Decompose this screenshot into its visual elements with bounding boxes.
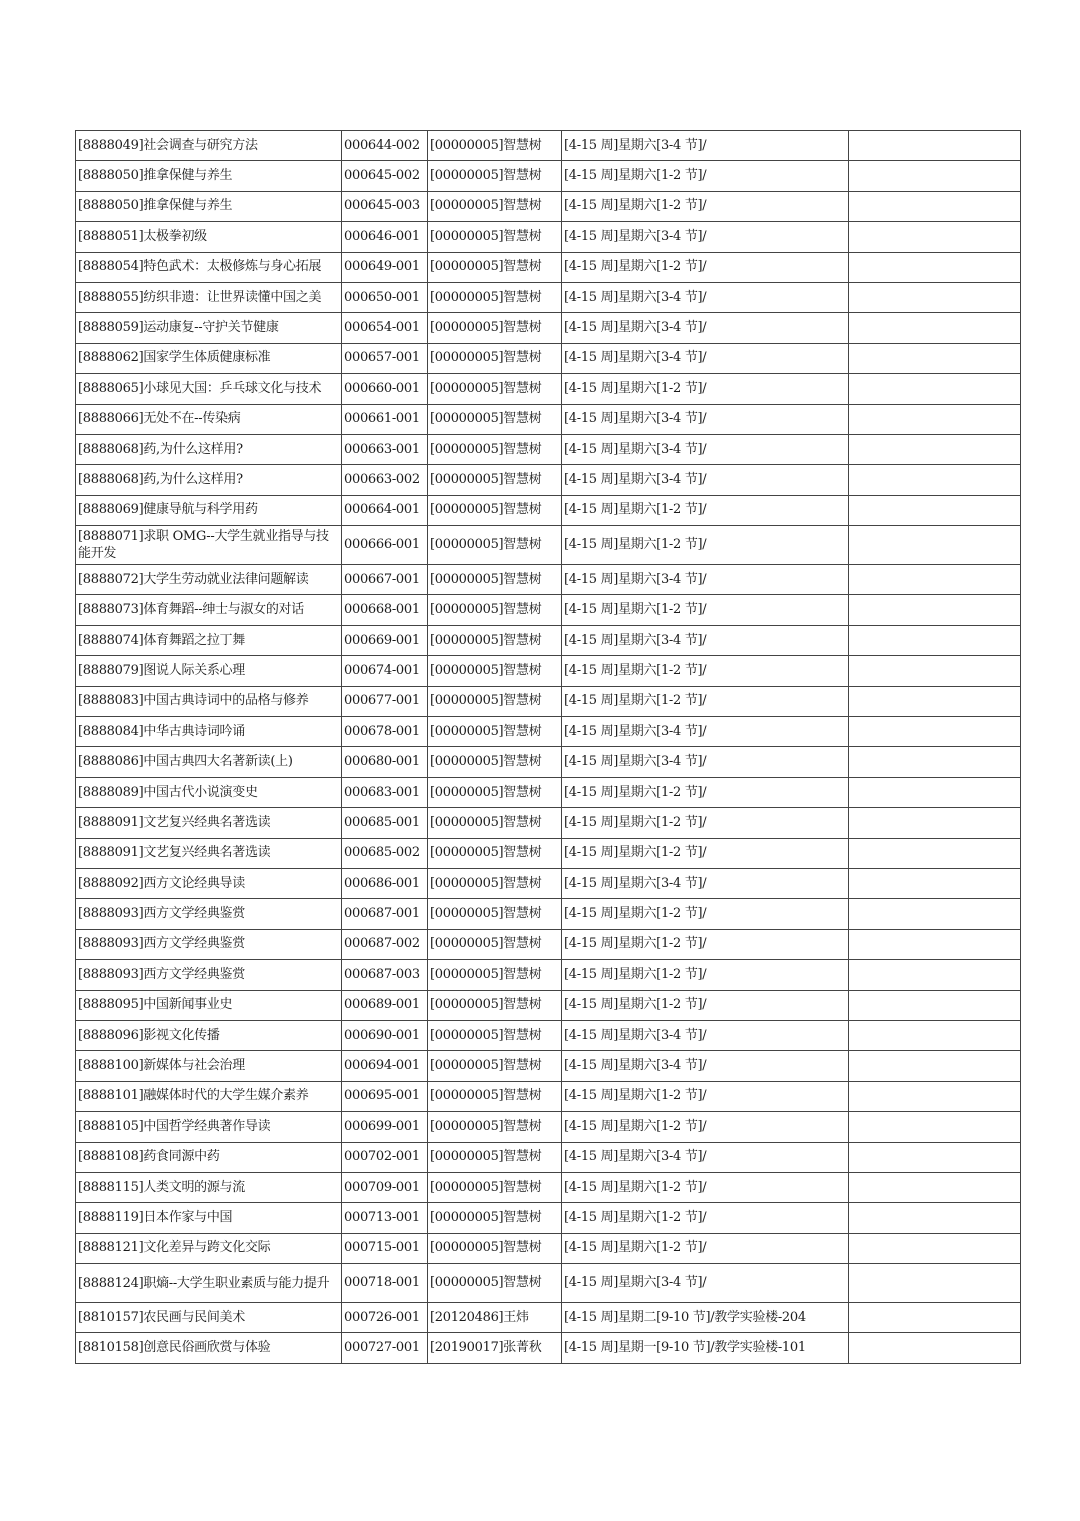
schedule-time-cell: [4-15 周]星期六[1-2 节]/ <box>562 495 849 525</box>
course-name-cell: [8888095]中国新闻事业史 <box>76 990 342 1020</box>
course-name-cell: [8888066]无处不在--传染病 <box>76 404 342 434</box>
table-row <box>76 131 1021 161</box>
course-name-cell: [8888124]职熵--大学生职业素质与能力提升 <box>76 1264 342 1303</box>
table-row <box>76 1112 1021 1142</box>
remark-cell <box>849 565 1021 595</box>
remark-cell <box>849 1264 1021 1303</box>
table-row <box>76 465 1021 495</box>
class-code-cell: 000694-001 <box>342 1051 428 1081</box>
course-name-cell: [8888054]特色武术：太极修炼与身心拓展 <box>76 252 342 282</box>
schedule-time-cell: [4-15 周]星期六[3-4 节]/ <box>562 343 849 373</box>
schedule-time-cell: [4-15 周]星期六[1-2 节]/ <box>562 191 849 221</box>
course-name-cell: [8888050]推拿保健与养生 <box>76 191 342 221</box>
schedule-time-cell: [4-15 周]星期六[1-2 节]/ <box>562 929 849 959</box>
table-row <box>76 161 1021 191</box>
table-row <box>76 313 1021 343</box>
course-name-cell: [8888093]西方文学经典鉴赏 <box>76 960 342 990</box>
class-code-cell: 000727-001 <box>342 1333 428 1363</box>
teacher-cell: [00000005]智慧树 <box>428 191 562 221</box>
teacher-cell: [00000005]智慧树 <box>428 929 562 959</box>
remark-cell <box>849 960 1021 990</box>
teacher-cell: [00000005]智慧树 <box>428 1112 562 1142</box>
teacher-cell: [20190017]张菁秋 <box>428 1333 562 1363</box>
schedule-time-cell: [4-15 周]星期六[3-4 节]/ <box>562 404 849 434</box>
remark-cell <box>849 374 1021 404</box>
schedule-time-cell: [4-15 周]星期六[1-2 节]/ <box>562 990 849 1020</box>
course-name-cell: [8888121]文化差异与跨文化交际 <box>76 1233 342 1263</box>
table-row <box>76 1172 1021 1202</box>
course-name-cell: [8888073]体育舞蹈--绅士与淑女的对话 <box>76 595 342 625</box>
table-row <box>76 625 1021 655</box>
teacher-cell: [00000005]智慧树 <box>428 222 562 252</box>
remark-cell <box>849 777 1021 807</box>
table-row <box>76 1081 1021 1111</box>
schedule-time-cell: [4-15 周]星期六[1-2 节]/ <box>562 252 849 282</box>
remark-cell <box>849 1112 1021 1142</box>
class-code-cell: 000654-001 <box>342 313 428 343</box>
table-row <box>76 222 1021 252</box>
remark-cell <box>849 1172 1021 1202</box>
class-code-cell: 000644-002 <box>342 131 428 161</box>
schedule-time-cell: [4-15 周]星期六[3-4 节]/ <box>562 1264 849 1303</box>
class-code-cell: 000661-001 <box>342 404 428 434</box>
class-code-cell: 000689-001 <box>342 990 428 1020</box>
class-code-cell: 000699-001 <box>342 1112 428 1142</box>
schedule-time-cell: [4-15 周]星期六[1-2 节]/ <box>562 686 849 716</box>
class-code-cell: 000715-001 <box>342 1233 428 1263</box>
table-row <box>76 899 1021 929</box>
remark-cell <box>849 808 1021 838</box>
schedule-time-cell: [4-15 周]星期六[1-2 节]/ <box>562 808 849 838</box>
course-name-cell: [8888069]健康导航与科学用药 <box>76 495 342 525</box>
remark-cell <box>849 1233 1021 1263</box>
teacher-cell: [00000005]智慧树 <box>428 777 562 807</box>
remark-cell <box>849 161 1021 191</box>
class-code-cell: 000649-001 <box>342 252 428 282</box>
remark-cell <box>849 990 1021 1020</box>
teacher-cell: [00000005]智慧树 <box>428 1203 562 1233</box>
teacher-cell: [00000005]智慧树 <box>428 1172 562 1202</box>
class-code-cell: 000667-001 <box>342 565 428 595</box>
course-name-cell: [8888059]运动康复--守护关节健康 <box>76 313 342 343</box>
class-code-cell: 000663-002 <box>342 465 428 495</box>
course-name-cell: [8888074]体育舞蹈之拉丁舞 <box>76 625 342 655</box>
remark-cell <box>849 282 1021 312</box>
course-name-cell: [8888089]中国古代小说演变史 <box>76 777 342 807</box>
remark-cell <box>849 495 1021 525</box>
table-row <box>76 1264 1021 1303</box>
class-code-cell: 000678-001 <box>342 717 428 747</box>
class-code-cell: 000645-002 <box>342 161 428 191</box>
teacher-cell: [00000005]智慧树 <box>428 1051 562 1081</box>
remark-cell <box>849 191 1021 221</box>
remark-cell <box>849 1142 1021 1172</box>
class-code-cell: 000709-001 <box>342 1172 428 1202</box>
teacher-cell: [00000005]智慧树 <box>428 1142 562 1172</box>
teacher-cell: [00000005]智慧树 <box>428 252 562 282</box>
class-code-cell: 000657-001 <box>342 343 428 373</box>
teacher-cell: [00000005]智慧树 <box>428 1020 562 1050</box>
course-name-cell: [8888055]纺织非遗：让世界读懂中国之美 <box>76 282 342 312</box>
class-code-cell: 000687-003 <box>342 960 428 990</box>
schedule-time-cell: [4-15 周]星期六[1-2 节]/ <box>562 595 849 625</box>
class-code-cell: 000713-001 <box>342 1203 428 1233</box>
teacher-cell: [00000005]智慧树 <box>428 595 562 625</box>
course-name-cell: [8810157]农民画与民间美术 <box>76 1303 342 1333</box>
schedule-time-cell: [4-15 周]星期六[3-4 节]/ <box>562 313 849 343</box>
class-code-cell: 000683-001 <box>342 777 428 807</box>
teacher-cell: [00000005]智慧树 <box>428 1264 562 1303</box>
table-row <box>76 1333 1021 1363</box>
class-code-cell: 000669-001 <box>342 625 428 655</box>
remark-cell <box>849 131 1021 161</box>
schedule-time-cell: [4-15 周]星期六[1-2 节]/ <box>562 899 849 929</box>
schedule-time-cell: [4-15 周]星期六[3-4 节]/ <box>562 717 849 747</box>
course-name-cell: [8888083]中国古典诗词中的品格与修养 <box>76 686 342 716</box>
course-name-cell: [8888050]推拿保健与养生 <box>76 161 342 191</box>
class-code-cell: 000645-003 <box>342 191 428 221</box>
course-name-cell: [8888096]影视文化传播 <box>76 1020 342 1050</box>
course-name-cell: [8888049]社会调查与研究方法 <box>76 131 342 161</box>
teacher-cell: [00000005]智慧树 <box>428 343 562 373</box>
remark-cell <box>849 526 1021 565</box>
schedule-time-cell: [4-15 周]星期六[1-2 节]/ <box>562 838 849 868</box>
teacher-cell: [00000005]智慧树 <box>428 838 562 868</box>
class-code-cell: 000646-001 <box>342 222 428 252</box>
course-name-cell: [8888105]中国哲学经典著作导读 <box>76 1112 342 1142</box>
table-row <box>76 495 1021 525</box>
teacher-cell: [00000005]智慧树 <box>428 282 562 312</box>
remark-cell <box>849 1081 1021 1111</box>
teacher-cell: [00000005]智慧树 <box>428 686 562 716</box>
teacher-cell: [00000005]智慧树 <box>428 495 562 525</box>
class-code-cell: 000664-001 <box>342 495 428 525</box>
course-name-cell: [8888068]药,为什么这样用? <box>76 465 342 495</box>
schedule-time-cell: [4-15 周]星期六[1-2 节]/ <box>562 960 849 990</box>
schedule-time-cell: [4-15 周]星期六[1-2 节]/ <box>562 374 849 404</box>
teacher-cell: [00000005]智慧树 <box>428 434 562 464</box>
schedule-time-cell: [4-15 周]星期六[1-2 节]/ <box>562 1081 849 1111</box>
course-name-cell: [8888091]文艺复兴经典名著选读 <box>76 838 342 868</box>
schedule-time-cell: [4-15 周]星期六[3-4 节]/ <box>562 1020 849 1050</box>
schedule-time-cell: [4-15 周]星期六[3-4 节]/ <box>562 1142 849 1172</box>
remark-cell <box>849 343 1021 373</box>
table-row <box>76 191 1021 221</box>
teacher-cell: [00000005]智慧树 <box>428 899 562 929</box>
course-name-cell: [8888072]大学生劳动就业法律问题解读 <box>76 565 342 595</box>
teacher-cell: [00000005]智慧树 <box>428 526 562 565</box>
table-row <box>76 1233 1021 1263</box>
course-name-cell: [8888093]西方文学经典鉴赏 <box>76 929 342 959</box>
remark-cell <box>849 929 1021 959</box>
course-name-cell: [8888071]求职 OMG--大学生就业指导与技能开发 <box>76 526 342 565</box>
class-code-cell: 000685-001 <box>342 808 428 838</box>
table-row <box>76 686 1021 716</box>
table-row <box>76 960 1021 990</box>
course-name-cell: [8810158]创意民俗画欣赏与体验 <box>76 1333 342 1363</box>
schedule-time-cell: [4-15 周]星期六[1-2 节]/ <box>562 1233 849 1263</box>
table-row <box>76 747 1021 777</box>
schedule-time-cell: [4-15 周]星期二[9-10 节]/教学实验楼-204 <box>562 1303 849 1333</box>
teacher-cell: [00000005]智慧树 <box>428 313 562 343</box>
course-name-cell: [8888086]中国古典四大名著新读(上) <box>76 747 342 777</box>
remark-cell <box>849 868 1021 898</box>
table-row <box>76 252 1021 282</box>
schedule-time-cell: [4-15 周]星期六[3-4 节]/ <box>562 565 849 595</box>
class-code-cell: 000686-001 <box>342 868 428 898</box>
teacher-cell: [00000005]智慧树 <box>428 1233 562 1263</box>
remark-cell <box>849 1203 1021 1233</box>
remark-cell <box>849 717 1021 747</box>
class-code-cell: 000674-001 <box>342 656 428 686</box>
schedule-time-cell: [4-15 周]星期六[1-2 节]/ <box>562 1172 849 1202</box>
class-code-cell: 000687-002 <box>342 929 428 959</box>
table-row <box>76 1051 1021 1081</box>
class-code-cell: 000695-001 <box>342 1081 428 1111</box>
table-row <box>76 1203 1021 1233</box>
remark-cell <box>849 899 1021 929</box>
table-row <box>76 777 1021 807</box>
table-row <box>76 717 1021 747</box>
remark-cell <box>849 656 1021 686</box>
schedule-time-cell: [4-15 周]星期六[3-4 节]/ <box>562 747 849 777</box>
course-name-cell: [8888119]日本作家与中国 <box>76 1203 342 1233</box>
schedule-time-cell: [4-15 周]星期六[3-4 节]/ <box>562 625 849 655</box>
teacher-cell: [00000005]智慧树 <box>428 565 562 595</box>
table-row <box>76 565 1021 595</box>
teacher-cell: [00000005]智慧树 <box>428 374 562 404</box>
table-row <box>76 526 1021 565</box>
teacher-cell: [00000005]智慧树 <box>428 717 562 747</box>
class-code-cell: 000660-001 <box>342 374 428 404</box>
table-row <box>76 434 1021 464</box>
remark-cell <box>849 404 1021 434</box>
teacher-cell: [00000005]智慧树 <box>428 990 562 1020</box>
schedule-time-cell: [4-15 周]星期六[3-4 节]/ <box>562 434 849 464</box>
class-code-cell: 000687-001 <box>342 899 428 929</box>
course-name-cell: [8888100]新媒体与社会治理 <box>76 1051 342 1081</box>
teacher-cell: [00000005]智慧树 <box>428 404 562 434</box>
table-row <box>76 1303 1021 1333</box>
remark-cell <box>849 1303 1021 1333</box>
table-row <box>76 404 1021 434</box>
table-row <box>76 374 1021 404</box>
class-code-cell: 000702-001 <box>342 1142 428 1172</box>
course-name-cell: [8888084]中华古典诗词吟诵 <box>76 717 342 747</box>
schedule-time-cell: [4-15 周]星期六[1-2 节]/ <box>562 1112 849 1142</box>
table-row <box>76 808 1021 838</box>
table-row <box>76 1142 1021 1172</box>
class-code-cell: 000650-001 <box>342 282 428 312</box>
class-code-cell: 000726-001 <box>342 1303 428 1333</box>
course-name-cell: [8888065]小球见大国：乒乓球文化与技术 <box>76 374 342 404</box>
teacher-cell: [00000005]智慧树 <box>428 747 562 777</box>
teacher-cell: [00000005]智慧树 <box>428 131 562 161</box>
class-code-cell: 000685-002 <box>342 838 428 868</box>
table-row <box>76 838 1021 868</box>
remark-cell <box>849 595 1021 625</box>
class-code-cell: 000668-001 <box>342 595 428 625</box>
schedule-time-cell: [4-15 周]星期六[3-4 节]/ <box>562 282 849 312</box>
course-name-cell: [8888101]融媒体时代的大学生媒介素养 <box>76 1081 342 1111</box>
remark-cell <box>849 465 1021 495</box>
table-row <box>76 282 1021 312</box>
schedule-time-cell: [4-15 周]星期六[1-2 节]/ <box>562 1203 849 1233</box>
table-row <box>76 990 1021 1020</box>
teacher-cell: [00000005]智慧树 <box>428 868 562 898</box>
remark-cell <box>849 625 1021 655</box>
class-code-cell: 000680-001 <box>342 747 428 777</box>
schedule-body <box>76 131 1021 1364</box>
schedule-time-cell: [4-15 周]星期六[3-4 节]/ <box>562 868 849 898</box>
class-code-cell: 000690-001 <box>342 1020 428 1050</box>
course-name-cell: [8888108]药食同源中药 <box>76 1142 342 1172</box>
teacher-cell: [00000005]智慧树 <box>428 161 562 191</box>
schedule-time-cell: [4-15 周]星期一[9-10 节]/教学实验楼-101 <box>562 1333 849 1363</box>
course-name-cell: [8888051]太极拳初级 <box>76 222 342 252</box>
schedule-time-cell: [4-15 周]星期六[1-2 节]/ <box>562 161 849 191</box>
class-code-cell: 000718-001 <box>342 1264 428 1303</box>
course-name-cell: [8888115]人类文明的源与流 <box>76 1172 342 1202</box>
class-code-cell: 000666-001 <box>342 526 428 565</box>
course-name-cell: [8888068]药,为什么这样用? <box>76 434 342 464</box>
remark-cell <box>849 838 1021 868</box>
table-row <box>76 595 1021 625</box>
remark-cell <box>849 434 1021 464</box>
course-name-cell: [8888091]文艺复兴经典名著选读 <box>76 808 342 838</box>
class-code-cell: 000677-001 <box>342 686 428 716</box>
course-name-cell: [8888079]图说人际关系心理 <box>76 656 342 686</box>
teacher-cell: [00000005]智慧树 <box>428 625 562 655</box>
course-name-cell: [8888093]西方文学经典鉴赏 <box>76 899 342 929</box>
table-row <box>76 1020 1021 1050</box>
table-row <box>76 343 1021 373</box>
course-name-cell: [8888062]国家学生体质健康标准 <box>76 343 342 373</box>
teacher-cell: [00000005]智慧树 <box>428 808 562 838</box>
teacher-cell: [20120486]王炜 <box>428 1303 562 1333</box>
schedule-time-cell: [4-15 周]星期六[3-4 节]/ <box>562 222 849 252</box>
remark-cell <box>849 1020 1021 1050</box>
remark-cell <box>849 313 1021 343</box>
remark-cell <box>849 222 1021 252</box>
schedule-time-cell: [4-15 周]星期六[3-4 节]/ <box>562 1051 849 1081</box>
remark-cell <box>849 747 1021 777</box>
remark-cell <box>849 686 1021 716</box>
remark-cell <box>849 252 1021 282</box>
teacher-cell: [00000005]智慧树 <box>428 465 562 495</box>
remark-cell <box>849 1333 1021 1363</box>
schedule-time-cell: [4-15 周]星期六[1-2 节]/ <box>562 526 849 565</box>
table-row <box>76 656 1021 686</box>
course-name-cell: [8888092]西方文论经典导读 <box>76 868 342 898</box>
class-code-cell: 000663-001 <box>342 434 428 464</box>
schedule-time-cell: [4-15 周]星期六[3-4 节]/ <box>562 465 849 495</box>
table-row <box>76 929 1021 959</box>
schedule-time-cell: [4-15 周]星期六[3-4 节]/ <box>562 131 849 161</box>
teacher-cell: [00000005]智慧树 <box>428 656 562 686</box>
course-schedule-table <box>75 130 1021 1364</box>
schedule-time-cell: [4-15 周]星期六[1-2 节]/ <box>562 656 849 686</box>
table-row <box>76 868 1021 898</box>
teacher-cell: [00000005]智慧树 <box>428 1081 562 1111</box>
teacher-cell: [00000005]智慧树 <box>428 960 562 990</box>
schedule-time-cell: [4-15 周]星期六[1-2 节]/ <box>562 777 849 807</box>
remark-cell <box>849 1051 1021 1081</box>
